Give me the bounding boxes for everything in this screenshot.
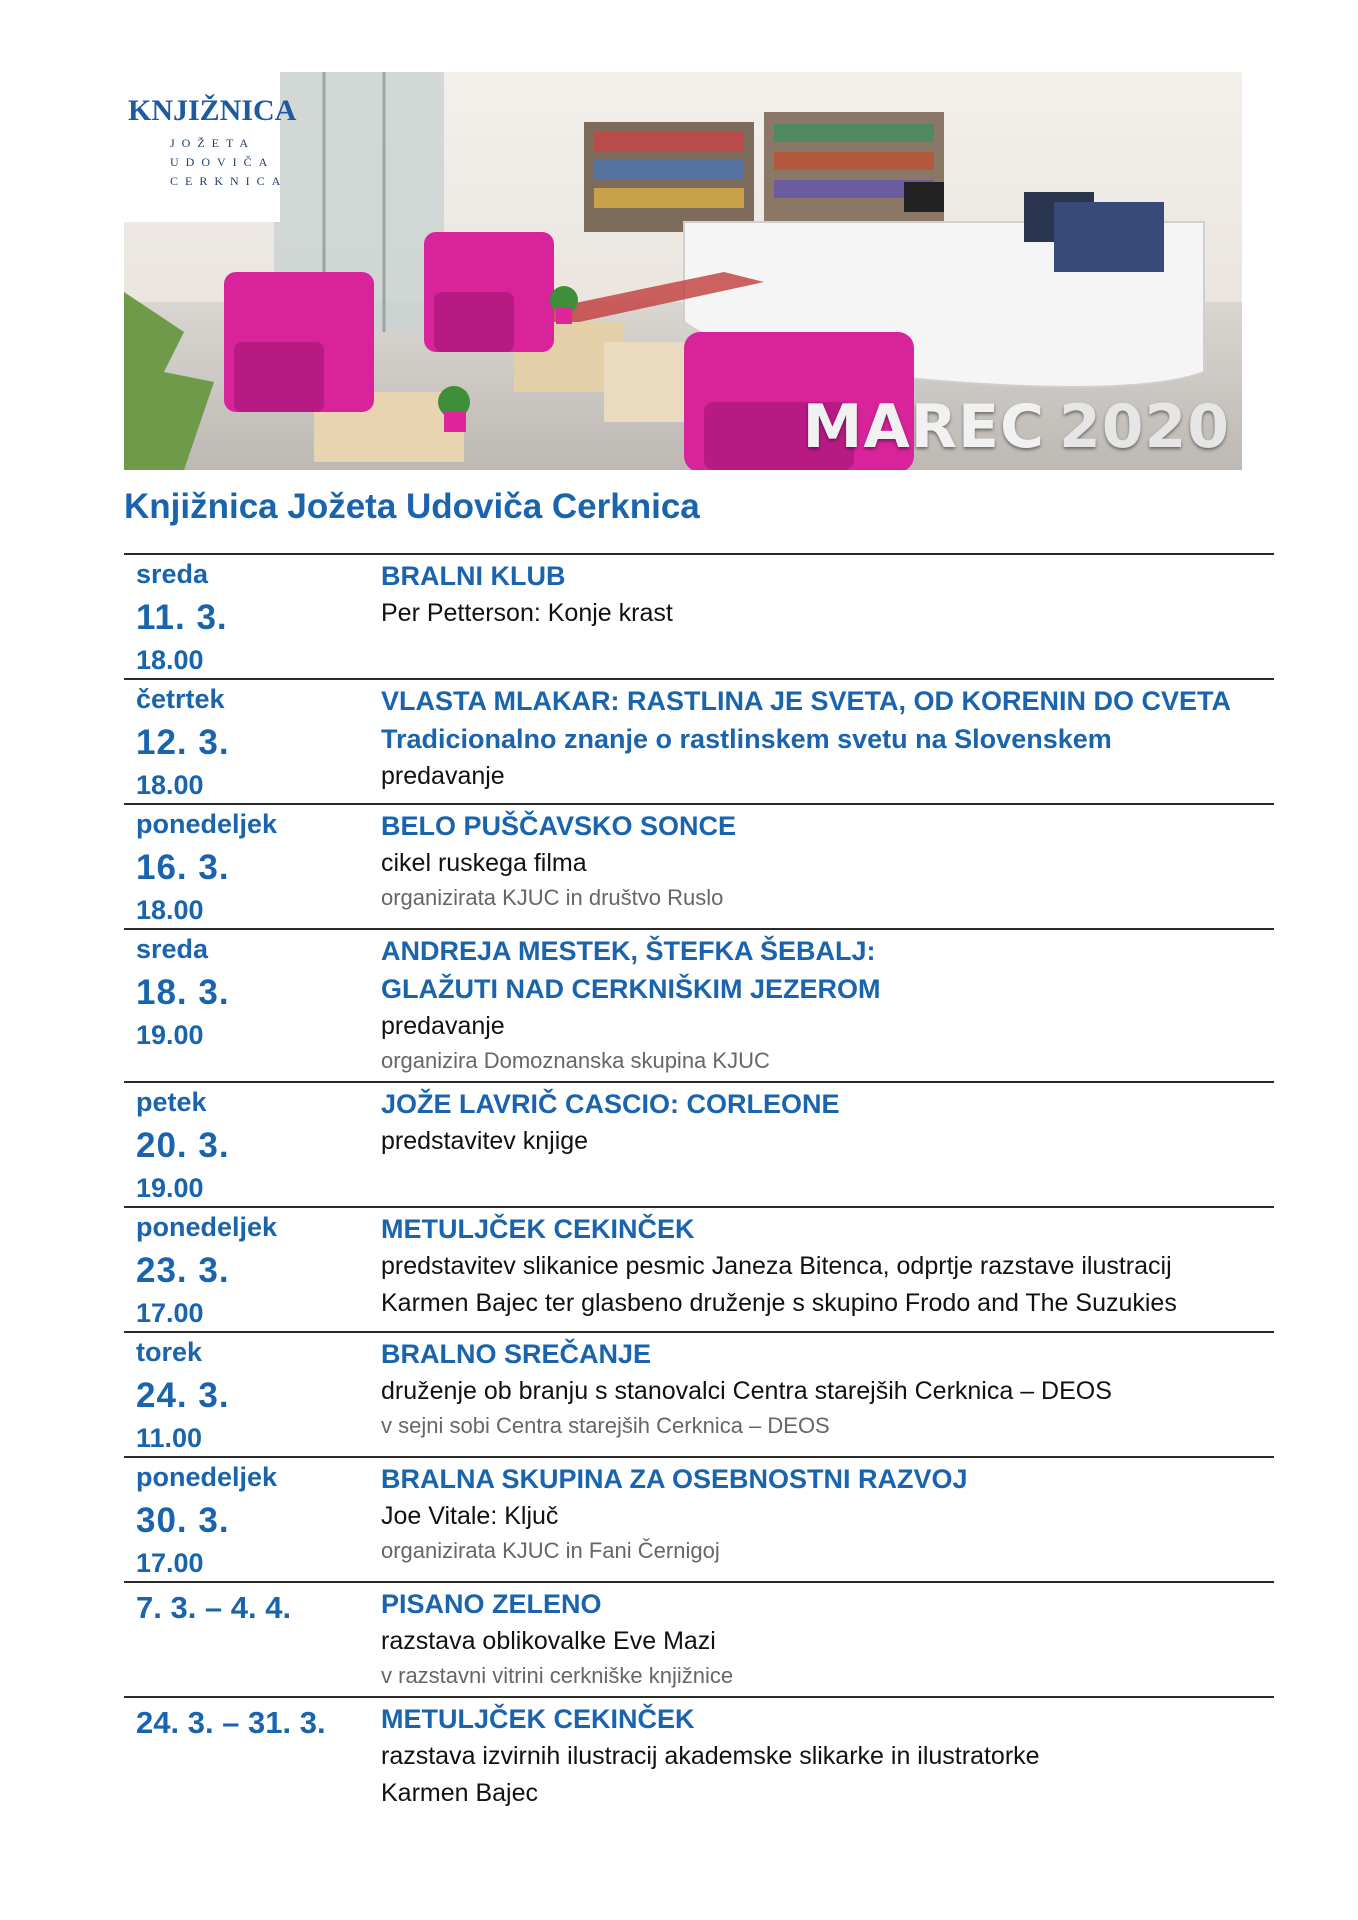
- event-date: 11. 3.: [136, 598, 228, 637]
- event-organizer: v sejni sobi Centra starejših Cerknica – DEOS: [381, 1413, 830, 1438]
- event-row: [124, 1456, 1274, 1581]
- event-date-range: 7. 3. – 4. 4.: [136, 1590, 292, 1625]
- event-row: [124, 553, 1274, 678]
- event-time: 18.00: [136, 645, 204, 675]
- event-details: [381, 805, 1274, 918]
- event-when: [136, 805, 361, 928]
- event-when: [136, 930, 361, 1053]
- event-row: [124, 803, 1274, 928]
- event-time: 17.00: [136, 1298, 204, 1328]
- library-title: Knjižnica Jožeta Udoviča Cerknica: [124, 487, 700, 526]
- library-logo: [124, 72, 297, 222]
- event-description: Karmen Bajec: [381, 1779, 539, 1807]
- event-title: Tradicionalno znanje o rastlinskem svetu na Slovenskem: [381, 724, 1112, 754]
- event-date: 20. 3.: [136, 1126, 230, 1165]
- event-time: 19.00: [136, 1020, 204, 1050]
- event-details: [381, 1333, 1274, 1446]
- event-row: [124, 1081, 1274, 1206]
- month-year-label: [803, 392, 1230, 462]
- event-title: GLAŽUTI NAD CERKNIŠKIM JEZEROM: [381, 974, 881, 1004]
- event-description: Joe Vitale: Ključ: [381, 1502, 559, 1530]
- event-description: druženje ob branju s stanovalci Centra starejših Cerknica – DEOS: [381, 1377, 1112, 1405]
- event-description: predstavitev knjige: [381, 1127, 589, 1155]
- event-description: predstavitev slikanice pesmic Janeza Bitenca, odprtje razstave ilustracij: [381, 1252, 1172, 1280]
- event-when: [136, 1208, 361, 1331]
- event-date: 30. 3.: [136, 1501, 230, 1540]
- event-time: 19.00: [136, 1173, 204, 1203]
- event-time: 11.00: [136, 1423, 203, 1453]
- event-details: [381, 1083, 1274, 1164]
- event-day: sreda: [136, 934, 209, 964]
- event-date: 24. 3.: [136, 1376, 230, 1415]
- event-title: JOŽE LAVRIČ CASCIO: CORLEONE: [381, 1089, 840, 1119]
- event-title: BELO PUŠČAVSKO SONCE: [381, 811, 737, 841]
- event-date: 12. 3.: [136, 723, 230, 762]
- event-row: [124, 1581, 1274, 1696]
- event-day: četrtek: [136, 684, 225, 714]
- event-when: [136, 1698, 361, 1746]
- event-description: predavanje: [381, 762, 505, 790]
- logo-main-text: KNJIŽNICA: [128, 94, 297, 127]
- event-day: ponedeljek: [136, 1462, 278, 1492]
- event-details: [381, 1698, 1274, 1816]
- event-time: 17.00: [136, 1548, 204, 1578]
- event-when: [136, 1333, 361, 1456]
- event-when: [136, 1458, 361, 1581]
- event-details: [381, 555, 1274, 636]
- event-when: [136, 555, 361, 678]
- event-date: 18. 3.: [136, 973, 230, 1012]
- event-when: [136, 1583, 361, 1631]
- event-day: petek: [136, 1087, 207, 1117]
- event-title: BRALNI KLUB: [381, 561, 566, 591]
- event-details: [381, 680, 1274, 799]
- event-row: [124, 678, 1274, 803]
- event-details: [381, 1583, 1274, 1696]
- event-date: 23. 3.: [136, 1251, 230, 1290]
- year-label: 2020: [1059, 392, 1230, 462]
- event-row: [124, 1206, 1274, 1331]
- event-details: [381, 930, 1274, 1081]
- event-day: ponedeljek: [136, 1212, 278, 1242]
- event-day: ponedeljek: [136, 809, 278, 839]
- event-description: Per Petterson: Konje krast: [381, 599, 673, 627]
- event-details: [381, 1208, 1274, 1326]
- logo-subtitle: JOŽETA UDOVIČA CERKNICA: [170, 136, 288, 188]
- event-title: METULJČEK CEKINČEK: [381, 1214, 695, 1244]
- event-day: sreda: [136, 559, 209, 589]
- event-when: [136, 1083, 361, 1206]
- event-description: Karmen Bajec ter glasbeno druženje s skupino Frodo and The Suzukies: [381, 1289, 1177, 1317]
- event-title: VLASTA MLAKAR: RASTLINA JE SVETA, OD KORENIN DO CVETA: [381, 686, 1232, 716]
- event-description: razstava oblikovalke Eve Mazi: [381, 1627, 716, 1655]
- event-time: 18.00: [136, 895, 204, 925]
- event-organizer: v razstavni vitrini cerkniške knjižnice: [381, 1663, 734, 1688]
- event-time: 18.00: [136, 770, 204, 800]
- event-description: predavanje: [381, 1012, 505, 1040]
- event-title: ANDREJA MESTEK, ŠTEFKA ŠEBALJ:: [381, 936, 876, 966]
- event-date: 16. 3.: [136, 848, 230, 887]
- event-title: BRALNA SKUPINA ZA OSEBNOSTNI RAZVOJ: [381, 1464, 968, 1494]
- month-label: MAREC: [802, 392, 1045, 462]
- events-table: [124, 553, 1274, 1816]
- event-description: cikel ruskega filma: [381, 849, 587, 877]
- event-title: METULJČEK CEKINČEK: [381, 1704, 695, 1734]
- event-organizer: organizirata KJUC in društvo Ruslo: [381, 885, 724, 910]
- event-description: razstava izvirnih ilustracij akademske slikarke in ilustratorke: [381, 1742, 1040, 1770]
- event-row: [124, 928, 1274, 1081]
- event-row: [124, 1331, 1274, 1456]
- event-organizer: organizirata KJUC in Fani Černigoj: [381, 1538, 720, 1563]
- event-details: [381, 1458, 1274, 1571]
- event-row: [124, 1696, 1274, 1816]
- event-title: BRALNO SREČANJE: [381, 1339, 652, 1369]
- event-title: PISANO ZELENO: [381, 1589, 602, 1619]
- event-organizer: organizira Domoznanska skupina KJUC: [381, 1048, 770, 1073]
- event-day: torek: [136, 1337, 203, 1367]
- event-date-range: 24. 3. – 31. 3.: [136, 1705, 326, 1740]
- event-when: [136, 680, 361, 803]
- hero-banner: [124, 72, 1242, 470]
